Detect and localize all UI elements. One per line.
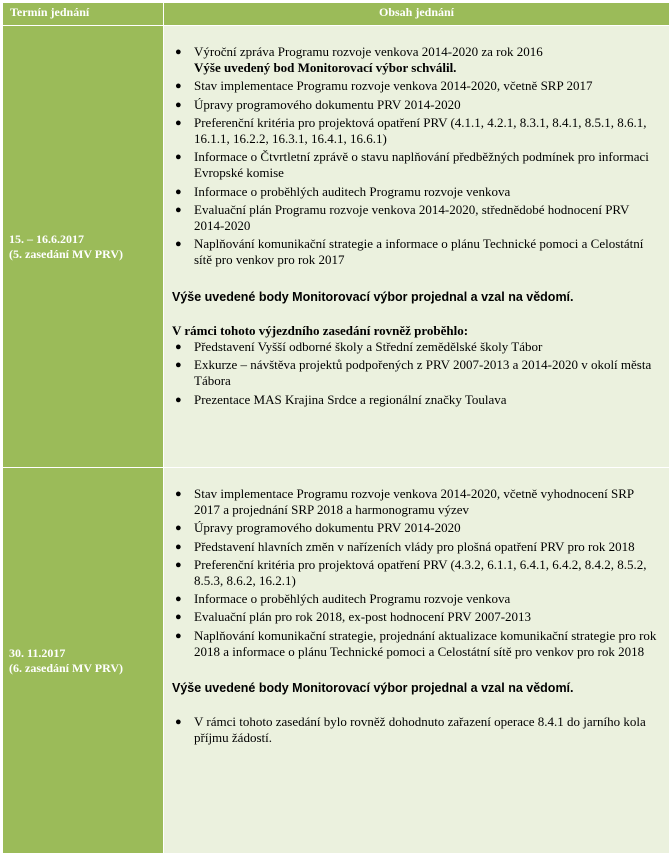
- meeting-content-cell: [164, 468, 670, 854]
- agenda-item-text: Evaluační plán pro rok 2018, ex-post hodnocení PRV 2007-2013: [194, 609, 532, 625]
- list-item: [172, 628, 659, 660]
- agenda-list: [172, 486, 659, 660]
- agenda-item-text: Představení hlavních změn v nařízeních vlády pro plošná opatření PRV pro rok 2018: [194, 538, 635, 554]
- list-item: [172, 591, 659, 607]
- meeting-session: (6. zasedání MV PRV): [9, 660, 124, 675]
- list-item: [172, 609, 659, 625]
- extra-heading: V rámci tohoto výjezdního zasedání rovněž proběhlo:: [172, 322, 469, 338]
- bullet-icon: ●: [175, 716, 182, 729]
- header-meeting-content: Obsah jednání: [164, 3, 670, 26]
- list-item: [172, 520, 659, 536]
- extra-item-text: V rámci tohoto zasedání bylo rovněž dohodnuto zařazení operace 8.4.1 do jarního kola příjmu žádostí.: [194, 714, 646, 746]
- approved-note: Výše uvedený bod Monitorovací výbor schválil.: [194, 60, 457, 76]
- table-row: [3, 26, 670, 468]
- agenda-item-text: Informace o Čtvrtletní zprávě o stavu naplňování předběžných podmínek pro informaci Evropské komise: [194, 149, 649, 181]
- acknowledged-note: Výše uvedené body Monitorovací výbor projednal a vzal na vědomí.: [172, 289, 574, 304]
- agenda-item-text: Evaluační plán Programu rozvoje venkova 2014-2020, střednědobé hodnocení PRV 2014-2020: [194, 201, 630, 234]
- list-item: [172, 78, 659, 94]
- list-item: [172, 97, 659, 113]
- list-item: [172, 486, 659, 518]
- list-item: [172, 184, 659, 200]
- agenda-item-text: Preferenční kritéria pro projektová opatření PRV (4.1.1, 4.2.1, 8.3.1, 8.4.1, 8.5.1, 8.6.1, 16.1.1, 16.2.2, 16.3.1, 16.4.1, 16.6.1): [194, 114, 647, 147]
- extra-list: [172, 339, 659, 408]
- agenda-item-text: Stav implementace Programu rozvoje venkova 2014-2020, včetně vyhodnocení SRP 2017 a projednání SRP 2018 a harmonogramu výzev: [194, 486, 634, 518]
- extra-item-text: Prezentace MAS Krajina Srdce a regionální značky Toulava: [194, 391, 507, 407]
- meeting-content-cell: [164, 26, 670, 468]
- meetings-table: [2, 2, 670, 854]
- bullet-icon: ●: [175, 203, 182, 216]
- bullet-icon: ●: [175, 611, 182, 624]
- header-meeting-date: Termín jednání: [3, 3, 164, 26]
- bullet-icon: ●: [175, 629, 182, 642]
- list-item: [172, 357, 659, 389]
- agenda-list: [172, 44, 659, 269]
- bullet-icon: ●: [175, 46, 182, 58]
- bullet-icon: ●: [175, 522, 182, 535]
- meeting-date-cell: [3, 26, 164, 468]
- agenda-item-text: Úpravy programového dokumentu PRV 2014-2020: [194, 520, 461, 536]
- bullet-icon: ●: [175, 98, 182, 111]
- bullet-icon: ●: [175, 359, 182, 372]
- bullet-icon: ●: [175, 116, 182, 129]
- list-item: [172, 149, 659, 181]
- meeting-session: (5. zasedání MV PRV): [9, 246, 124, 261]
- extra-list: [172, 714, 659, 746]
- list-item: [172, 339, 659, 355]
- bullet-icon: ●: [175, 393, 182, 406]
- list-item: [172, 44, 659, 76]
- bullet-icon: ●: [175, 185, 182, 198]
- bullet-icon: ●: [175, 593, 182, 606]
- meeting-date: 15. – 16.6.2017: [9, 231, 84, 246]
- agenda-item-text: Úpravy programového dokumentu PRV 2014-2020: [194, 96, 461, 112]
- bullet-icon: ●: [175, 540, 182, 553]
- bullet-icon: ●: [175, 238, 182, 251]
- agenda-item-text: Naplňování komunikační strategie, projednání aktualizace komunikační strategie pro rok 2018 a informace o plánu Technické pomoci a Celostátní sítě pro venkov pro rok 2018: [194, 627, 657, 659]
- table-row: [3, 468, 670, 854]
- agenda-item-text: Informace o proběhlých auditech Programu rozvoje venkova: [194, 183, 511, 199]
- extra-item-text: Exkurze – návštěva projektů podpořených z PRV 2007-2013 a 2014-2020 v okolí města Tábora: [194, 357, 652, 389]
- list-item: [172, 392, 659, 408]
- list-item: [172, 714, 659, 746]
- bullet-icon: ●: [175, 151, 182, 164]
- meeting-date-cell: [3, 468, 164, 854]
- list-item: [172, 115, 659, 147]
- bullet-icon: ●: [175, 488, 182, 500]
- list-item: [172, 557, 659, 589]
- list-item: [172, 236, 659, 268]
- agenda-item-text: Stav implementace Programu rozvoje venkova 2014-2020, včetně SRP 2017: [194, 78, 593, 94]
- table-header-row: [3, 3, 670, 26]
- bullet-icon: ●: [175, 341, 182, 354]
- bullet-icon: ●: [175, 558, 182, 571]
- list-item: [172, 202, 659, 234]
- bullet-icon: ●: [175, 80, 182, 93]
- agenda-item-text: Výroční zpráva Programu rozvoje venkova 2014-2020 za rok 2016: [194, 44, 543, 59]
- agenda-item-text: Preferenční kritéria pro projektová opatření PRV (4.3.2, 6.1.1, 6.4.1, 6.4.2, 8.4.2, 8.5.2, 8.5.3, 8.6.2, 16.2.1): [194, 556, 647, 589]
- list-item: [172, 539, 659, 555]
- acknowledged-note: Výše uvedené body Monitorovací výbor projednal a vzal na vědomí.: [172, 681, 574, 696]
- meeting-date: 30. 11.2017: [9, 645, 66, 660]
- agenda-item-text: Naplňování komunikační strategie a informace o plánu Technické pomoci a Celostátní sítě pro venkov pro rok 2017: [194, 236, 644, 268]
- agenda-item-text: Informace o proběhlých auditech Programu rozvoje venkova: [194, 591, 511, 607]
- extra-item-text: Představení Vyšší odborné školy a Střední zemědělské školy Tábor: [194, 339, 543, 355]
